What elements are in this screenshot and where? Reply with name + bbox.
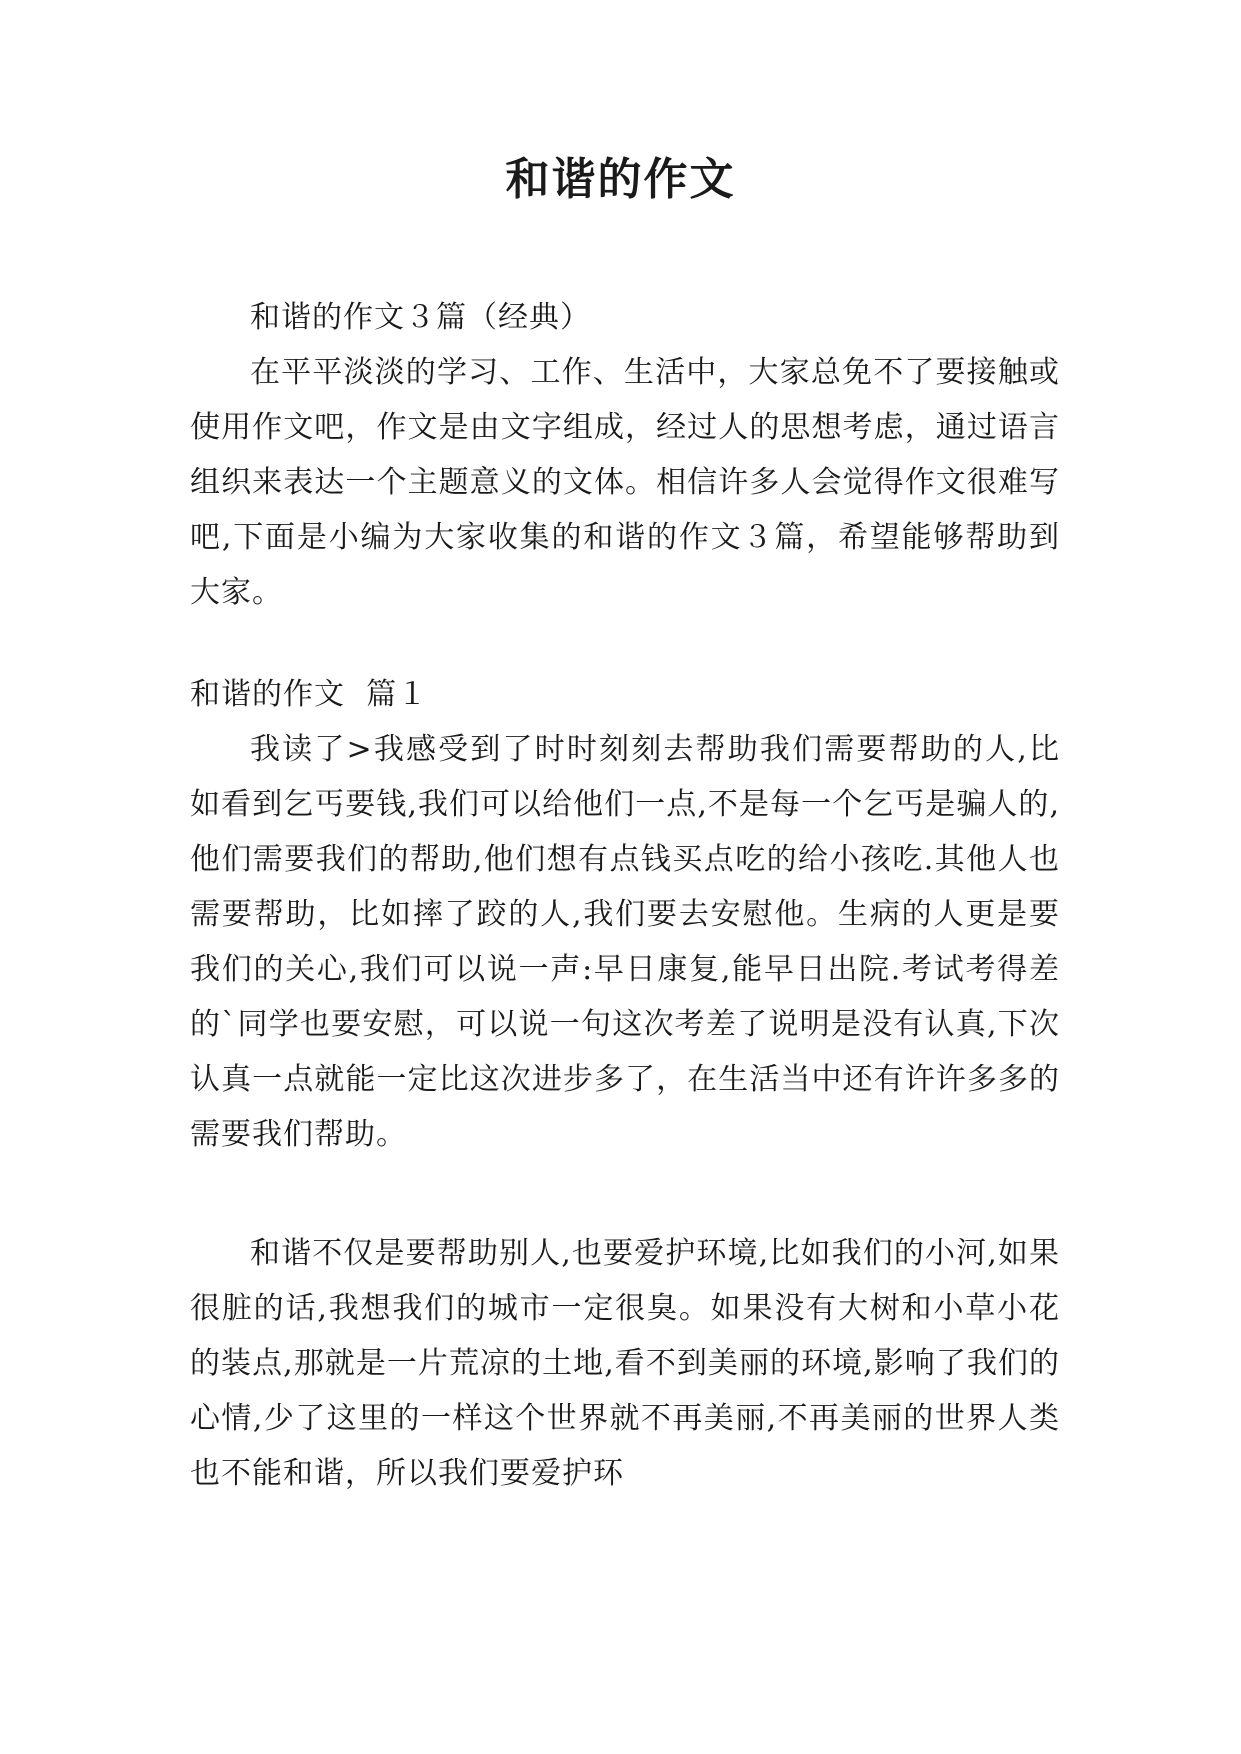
intro-paragraph: 在平平淡淡的学习、工作、生活中，大家总免不了要接触或使用作文吧，作文是由文字组成，经过人的思想考虑，通过语言组织来表达一个主题意义的文体。相信许多人会觉得作文很难写吧,下面是小编为大家收集的和谐的作文３篇，希望能够帮助到大家。: [190, 355, 1060, 610]
section-heading: 和谐的作文 篇１: [190, 677, 429, 712]
document-body: [190, 290, 1060, 1501]
body-paragraph: 和谐不仅是要帮助别人,也要爱护环境,比如我们的小河,如果很脏的话,我想我们的城市一定很臭。如果没有大树和小草小花的装点,那就是一片荒凉的土地,看不到美丽的环境,影响了我们的心情,少了这里的一样这个世界就不再美丽,不再美丽的世界人类也不能和谐，所以我们要爱护环: [190, 1236, 1060, 1491]
document-title: 和谐的作文: [505, 154, 736, 205]
body-paragraph: 我读了>我感受到了时时刻刻去帮助我们需要帮助的人,比如看到乞丐要钱,我们可以给他们一点,不是每一个乞丐是骗人的,他们需要我们的帮助,他们想有点钱买点吃的给小孩吃.其他人也需要帮助，比如摔了跤的人,我们要去安慰他。生病的人更是要我们的关心,我们可以说一声:早日康复,能早日出院.考试考得差的`同学也要安慰，可以说一句这次考差了说明是没有认真,下次认真一点就能一定比这次进步多了，在生活当中还有许许多多的需要我们帮助。: [190, 732, 1060, 1152]
document-subtitle: 和谐的作文３篇（经典）: [250, 300, 591, 335]
